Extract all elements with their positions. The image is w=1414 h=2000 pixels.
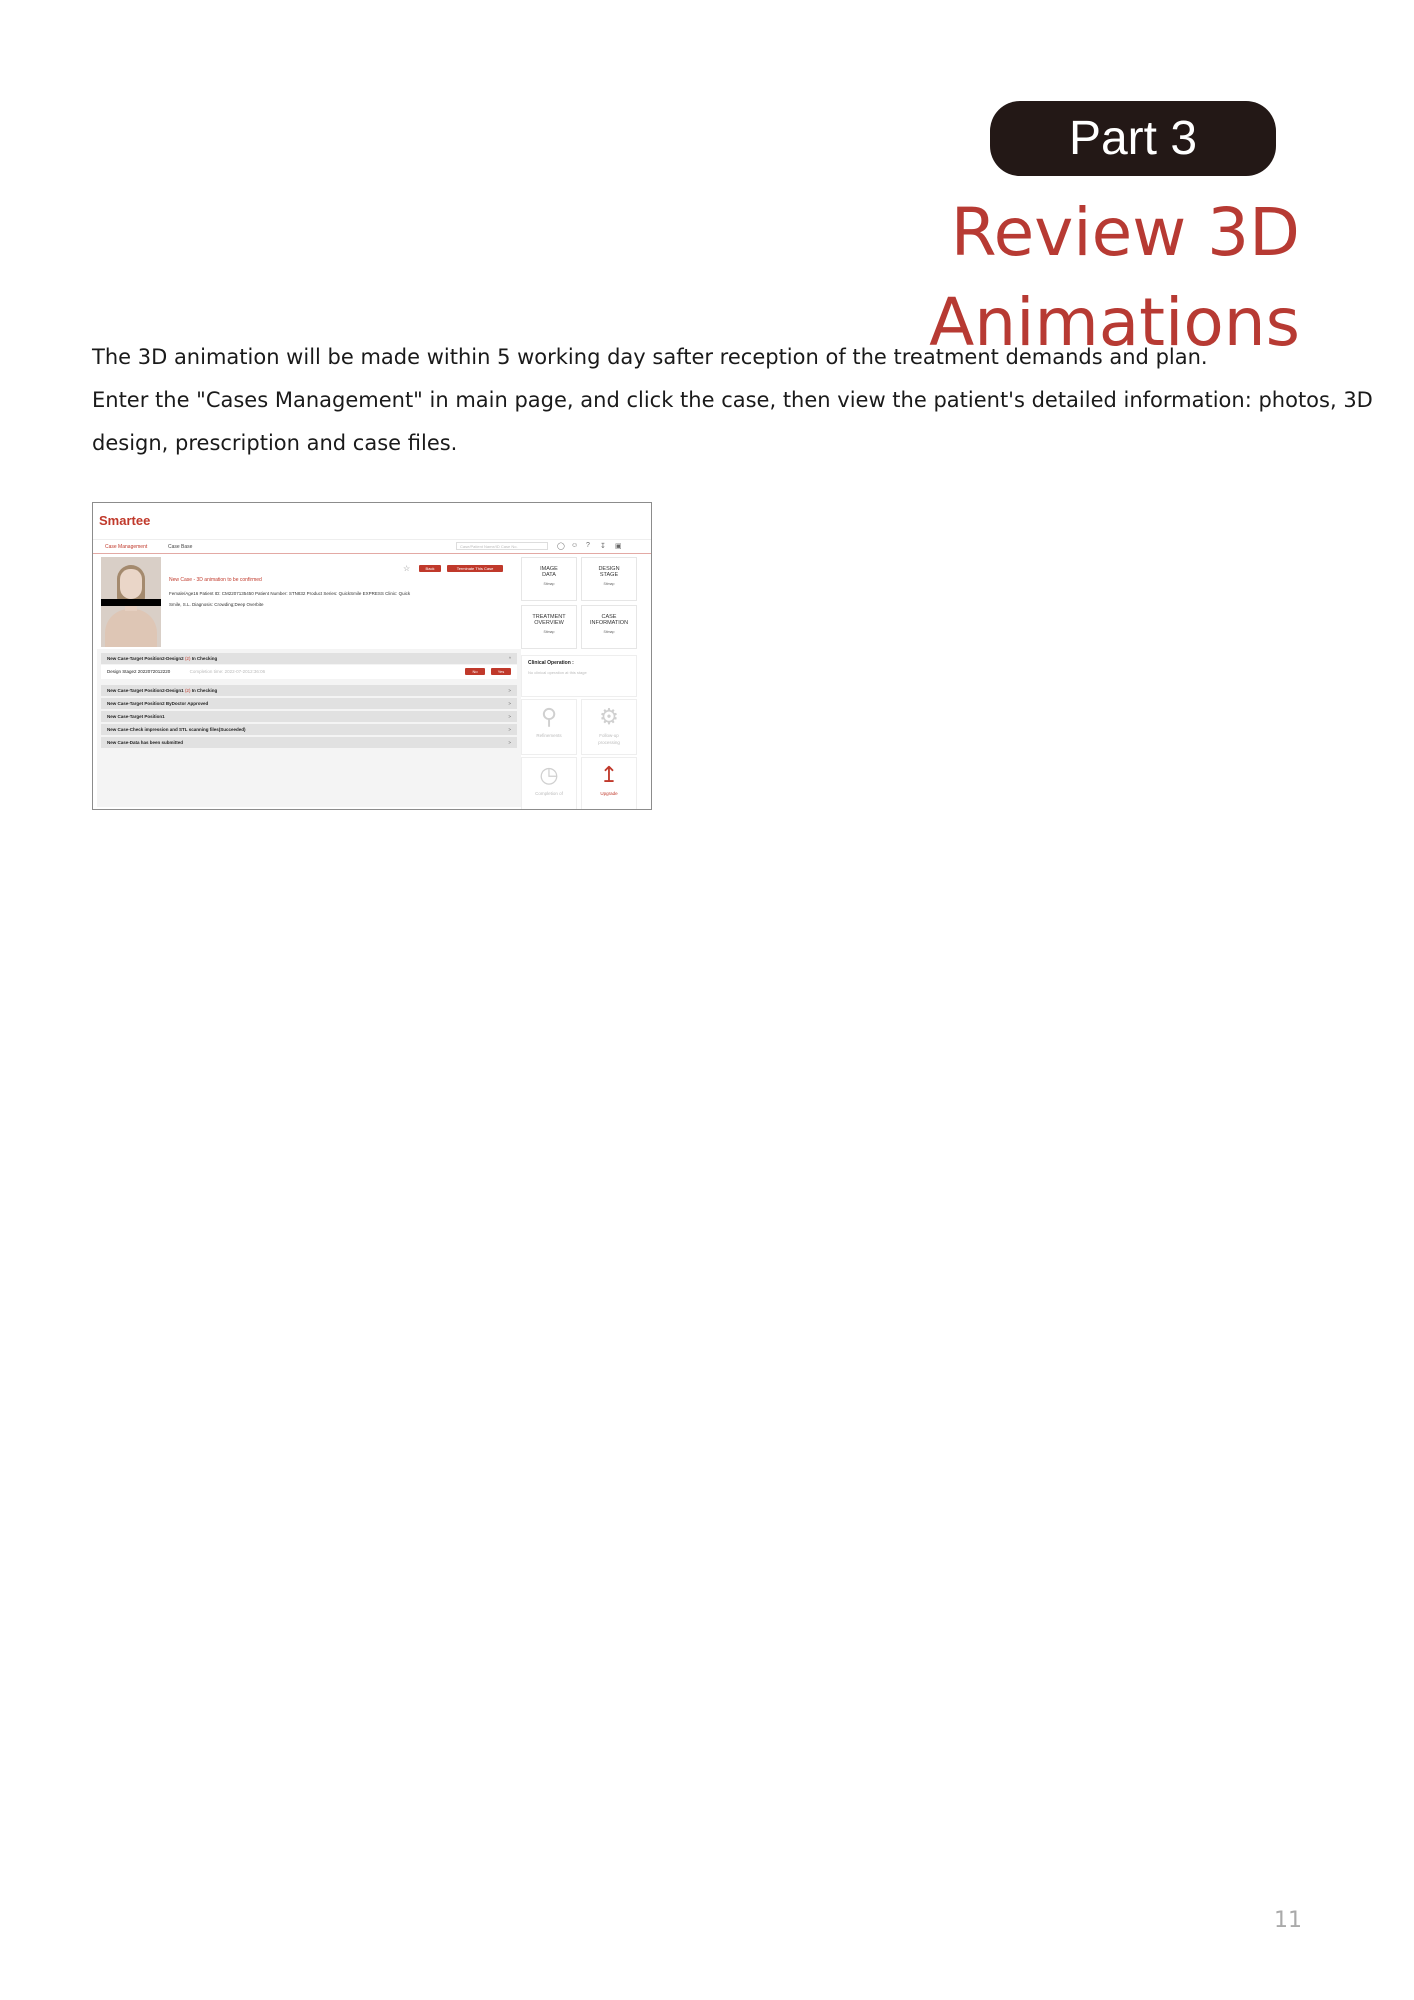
treatment-overview-card[interactable]: TREATMENT OVERVIEW Sitmap — [521, 605, 577, 649]
back-button[interactable]: Back — [419, 565, 441, 572]
privacy-bar — [101, 599, 161, 606]
timeline-row[interactable]: New Case-Target Position2-Design2 (2) In Checking ^ — [101, 653, 517, 664]
follow-up-card[interactable]: ⚙ Follow-up processing — [581, 699, 637, 755]
upgrade-card[interactable]: ↥ Upgrade — [581, 757, 637, 810]
exit-icon[interactable]: ▣ — [615, 543, 622, 550]
page-number: 11 — [1274, 1908, 1302, 1933]
patient-meta — [169, 588, 509, 610]
image-data-card[interactable]: IMAGE DATA Sitmap — [521, 557, 577, 601]
app-nav — [93, 540, 651, 554]
patient-photo[interactable] — [101, 557, 161, 647]
timeline-row[interactable]: New Case-Target Position2 ByDoctor Approved > — [101, 698, 517, 709]
paragraph-2: Enter the "Cases Management" in main page, and click the case, then view the patient's detailed information: photos, 3D design, prescription and case files. — [92, 388, 1373, 455]
patient-meta-line-1: Female/Age16 Patient ID: CM2207135450 Patient Number: STN832 Product Series: QuickSmile EXPRESS Clinic: Quick — [169, 591, 411, 596]
download-icon[interactable]: ↧ — [600, 543, 606, 550]
timeline-row[interactable]: New Case-Data has been submitted > — [101, 737, 517, 748]
patient-meta-line-2: Smile, S.L. Diagnosis: Crowding;Deep Overbite — [169, 602, 264, 607]
app-header — [93, 503, 651, 540]
clock-icon: ◷ — [539, 762, 559, 787]
completion-time: Completion time: 2022-07-2012:36:06 — [189, 669, 266, 674]
case-management-screenshot — [92, 502, 652, 810]
terminate-case-button[interactable]: Terminate This Case — [447, 565, 503, 572]
patient-info — [97, 555, 521, 649]
case-detail-panel — [97, 555, 521, 807]
bell-icon[interactable]: ◯ — [557, 543, 565, 550]
timeline-row[interactable]: New Case-Check impression and STL scanning files(Succeeded) > — [101, 724, 517, 735]
chevron-right-icon: > — [508, 727, 511, 732]
chevron-right-icon: > — [508, 714, 511, 719]
smartee-logo: Smartee — [99, 513, 151, 528]
refinements-card[interactable]: ⚲ Refinements — [521, 699, 577, 755]
design-stage-card[interactable]: DESIGN STAGE Sitmap — [581, 557, 637, 601]
case-information-card[interactable]: CASE INFORMATION Sitmap — [581, 605, 637, 649]
user-icon[interactable]: ☺ — [571, 542, 579, 549]
body-text — [92, 336, 1392, 465]
timeline-row[interactable]: New Case-Target Position1 > — [101, 711, 517, 722]
gear-icon: ⚙ — [599, 704, 619, 729]
search-input[interactable]: Case/Patient Name/ID Case No. — [456, 542, 548, 550]
chevron-right-icon: > — [508, 701, 511, 706]
part-label-badge: Part 3 — [990, 101, 1276, 176]
tab-case-management[interactable]: Case Management — [105, 544, 148, 550]
clinical-operation-panel: Clinical Operation : No clinical operation at this stage — [521, 655, 637, 697]
page-title: Review 3D Animations — [929, 194, 1300, 361]
case-status-title: New Case - 3D animation to be confirmed — [169, 577, 262, 583]
chevron-up-icon: ^ — [508, 656, 511, 661]
help-icon[interactable]: ? — [586, 542, 590, 549]
search-icon: ⚲ — [540, 704, 558, 729]
star-icon[interactable]: ☆ — [403, 564, 411, 573]
chevron-right-icon: > — [508, 688, 511, 693]
chevron-right-icon: > — [508, 740, 511, 745]
no-button[interactable]: No — [465, 668, 485, 675]
yes-button[interactable]: Yes — [491, 668, 511, 675]
completion-card[interactable]: ◷ Completion of — [521, 757, 577, 810]
upload-icon: ↥ — [599, 762, 619, 787]
timeline-row[interactable]: New Case-Target Position2-Design1 (2) In Checking > — [101, 685, 517, 696]
design-stage-row: Design Stage2 2022072012220 Completion time: 2022-07-2012:36:06 No Yes — [101, 665, 517, 679]
paragraph-1: The 3D animation will be made within 5 working day safter reception of the treatment demands and plan. — [92, 345, 1208, 369]
tab-case-base[interactable]: Case Base — [168, 544, 193, 550]
